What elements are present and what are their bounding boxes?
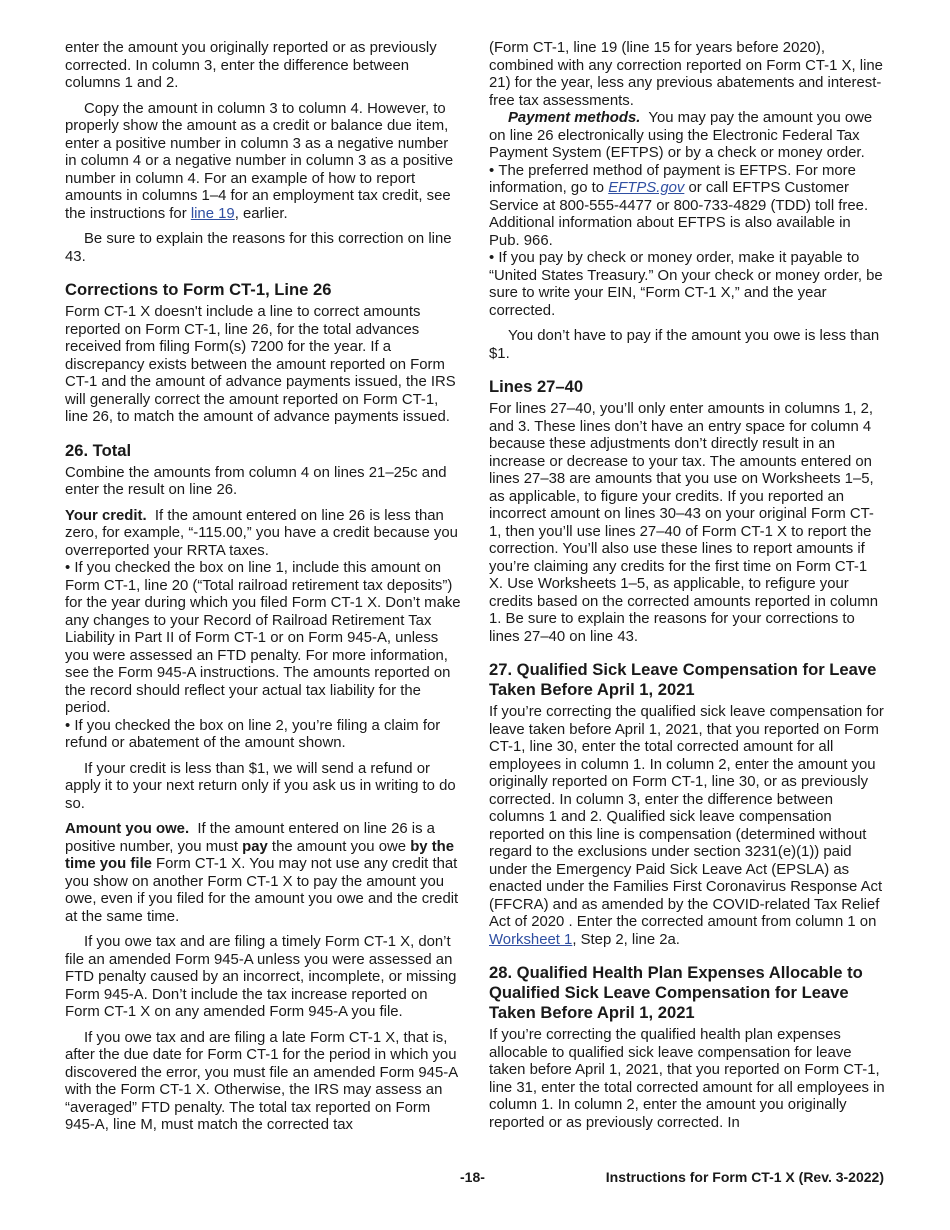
page-number: -18- <box>460 1169 485 1185</box>
run-in-heading: Payment methods. <box>508 110 641 126</box>
eftps-link[interactable]: EFTPS.gov <box>608 180 685 196</box>
paragraph: If you owe tax and are filing a timely Form CT-1 X, don’t file an amended Form 945-A unless you were assessed an FTD penalty caused by an incorrect, incomplete, or missing Form 945-A. Don’t include the tax increase reported on Form CT-1 X on any amended Form 945-A you file. <box>65 934 457 1020</box>
section-heading: Lines 27–40 <box>489 377 584 396</box>
footer-title: Instructions for Form CT-1 X (Rev. 3-2022) <box>605 1169 884 1185</box>
worksheet-1-link[interactable]: Worksheet 1 <box>489 931 573 948</box>
paragraph: You don’t have to pay if the amount you owe is less than $1. <box>489 328 880 362</box>
section-heading: 27. Qualified Sick Leave Compensation for Leave Taken Before April 1, 2021 <box>489 660 877 699</box>
section-heading: 28. Qualified Health Plan Expenses Allocable to Qualified Sick Leave Compensation for Leave Taken Before April 1, 2021 <box>489 963 863 1022</box>
right-column <box>489 40 885 1140</box>
bullet-item: • If you checked the box on line 1, include this amount on Form CT-1, line 20 (“Total railroad retirement tax deposits”) for the year during which you filed Form CT-1 X. Don’t make any changes to your Record of Railroad Retirement Tax Liability in Part II of Form CT-1 or on Form 945-A, unless you were assessed an FTD penalty. For more information, see the Form 945-A instructions. The amounts reported on the record should reflect your actual tax liability for the period. <box>65 560 461 716</box>
paragraph: If your credit is less than $1, we will send a refund or apply it to your next return only if you ask us in writing to do so. <box>65 760 456 812</box>
paragraph: Be sure to explain the reasons for this correction on line 43. <box>65 231 452 265</box>
paragraph: If you owe tax and are filing a late Form CT-1 X, that is, after the due date for Form CT-1 for the period in which you discovered the error, you must file an amended Form 945-A with the Form CT-1 X. Otherwise, the IRS may assess an “averaged” FTD penalty. The total tax reported on Form 945-A, line M, must match the corrected tax <box>65 1029 458 1133</box>
bullet-item: • If you pay by check or money order, make it payable to “United States Treasury.” On your check or money order, be sure to write your EIN, “Form CT-1 X,” and the year corrected. <box>489 250 883 319</box>
bullet-item: • If you checked the box on line 2, you’re filing a claim for refund or abatement of the amount shown. <box>65 717 441 751</box>
bullet-item: • The preferred method of payment is EFTPS. For more information, go to EFTPS.gov or call EFTPS Customer Service at 800-555-4477 or 800-733-4829 (TDD) toll free. Additional information about EFTPS is also available in Pub. 966. <box>489 162 869 249</box>
paragraph: If you’re correcting the qualified health plan expenses allocable to qualified sick leave compensation for leave taken before April 1, 2021, that you reported on Form CT-1, line 31, enter the total corrected amount for all employees in column 1. In column 2, enter the amount you originally reported or as previously corrected. In <box>489 1027 885 1131</box>
run-in-heading: Amount you owe. <box>65 821 190 837</box>
paragraph: Payment methods. You may pay the amount you owe on line 26 electronically using the Electronic Federal Tax Payment System (EFTPS) or by a check or money order. <box>489 110 873 161</box>
paragraph: enter the amount you originally reported or as previously corrected. In column 3, enter the difference between columns 1 and 2. <box>65 40 437 91</box>
paragraph: For lines 27–40, you’ll only enter amounts in columns 1, 2, and 3. These lines don’t have an entry space for column 4 because these adjustments don’t directly result in an increase or decrease to your tax. The amounts entered on lines 27–38 are amounts that you use on Worksheets 1–5, as applicable, to figure your credits. If you reported an incorrect amount on lines 30–43 on your original Form CT-1, then you’ll use lines 27–40 of Form CT-1 X to report the correction. You’ll also use these lines to report amounts if you’re claiming any credits for the first time on Form CT-1 X. Use Worksheets 1–5, as applicable, to refigure your credits based on the corrected amounts reported in column 1. Be sure to explain the reasons for your corrections to lines 27–40 on line 43. <box>489 401 879 645</box>
paragraph: Amount you owe. If the amount entered on line 26 is a positive number, you must pay the amount you owe by the time you file Form CT-1 X. You may not use any credit that you show on another Form CT-1 X to pay the amount you owe, even if you filed for the amount you owe and the credit at the same time. <box>65 821 459 925</box>
paragraph: If you’re correcting the qualified sick leave compensation for leave taken before April 1, 2021, that you reported on Form CT-1, line 30, enter the total corrected amount for all employees in column 1. In column 2, enter the amount you originally reported on Form CT-1, line 30, or as previously corrected. In column 3, enter the difference between columns 1 and 2. Qualified sick leave compensation reported on this line is compensation (determined without regard to the exclusions under section 3231(e)(1)) paid under the Emergency Paid Sick Leave Act (EPSLA) as enacted under the Families First Coronavirus Response Act (FFCRA) and as amended by the COVID-related Tax Relief Act of 2020 . Enter the corrected amount from column 1 on Worksheet 1, Step 2, line 2a. <box>489 704 884 948</box>
section-heading: Corrections to Form CT-1, Line 26 <box>65 280 332 299</box>
run-in-heading: Your credit. <box>65 507 147 524</box>
paragraph: Your credit. If the amount entered on line 26 is less than zero, for example, “-115.00,” you have a credit because you overreported your RRTA taxes. <box>65 507 458 559</box>
paragraph: Copy the amount in column 3 to column 4. However, to properly show the amount as a credit or balance due item, enter a positive number in column 3 as a negative number in column 4 or a negative number in column 3 as a positive number in column 4. For an example of how to report amounts in columns 1–4 for an employment tax credit, see the instructions for line 19, earlier. <box>65 100 454 222</box>
section-heading: 26. Total <box>65 440 132 460</box>
line-19-link[interactable]: line 19 <box>190 205 235 222</box>
page-footer <box>0 1169 950 1189</box>
paragraph: Combine the amounts from column 4 on lines 21–25c and enter the result on line 26. <box>65 464 447 498</box>
paragraph: (Form CT-1, line 19 (line 15 for years before 2020), combined with any correction reported on Form CT-1 X, line 21) for the year, less any previous abatements and interest-free tax assessments. <box>489 40 883 109</box>
left-column <box>65 40 461 1143</box>
paragraph: Form CT-1 X doesn't include a line to correct amounts reported on Form CT-1, line 26, for the total advances received from filing Form(s) 7200 for the year. If a discrepancy exists between the amount reported on Form CT-1 and the amount of advance payments issued, the IRS will generally correct the amount reported on Form CT-1, line 26, to match the amount of advance payments issued. <box>65 304 456 425</box>
